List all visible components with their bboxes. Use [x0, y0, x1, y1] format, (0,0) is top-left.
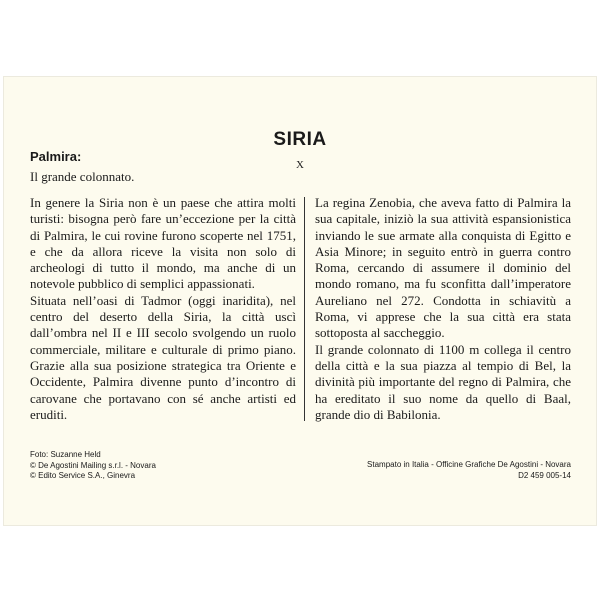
card-marker: X: [296, 159, 304, 171]
column-divider: [304, 197, 305, 421]
copyright-line: © Edito Service S.A., Ginevra: [30, 471, 136, 480]
info-card: [4, 77, 596, 525]
subject-heading: Palmira:: [30, 149, 82, 164]
paragraph: In genere la Siria non è un paese che attira molti turisti: bisogna però fare un’eccezione per la città di Palmira, le cui rovine furono scoperte nel 1751, e che da allora riceve la visita non solo di archeologi di tutto il mondo, ma anche di un notevole pubblico di semplici appassionati.: [30, 195, 296, 292]
copyright-line: © De Agostini Mailing s.r.l. - Novara: [30, 460, 156, 470]
left-column: [30, 195, 296, 423]
photo-credit: Foto: Suzanne Held: [30, 450, 101, 459]
subject-subtitle: Il grande colonnato.: [30, 169, 135, 184]
paragraph: La regina Zenobia, che aveva fatto di Palmira la sua capitale, iniziò la sua attività espansionistica inviando le sue armate alla conquista di Egitto e Asia Minore; in seguito entrò in guerra contro Roma, cercando di assumere il dominio del mondo romano, ma fu sconfitta dall’imperatore Aureliano nel 272. Condotta in schiavitù a Roma, vi apprese che la sua città era stata sottoposta al saccheggio.: [315, 195, 571, 341]
printer-line: Stampato in Italia - Officine Grafiche De Agostini - Novara: [367, 460, 571, 469]
paragraph: Situata nell’oasi di Tadmor (oggi inaridita), nel centro del deserto della Siria, la città uscì dall’ombra nel II e III secolo svolgendo un ruolo commerciale, militare e culturale di primo piano. Grazie alla sua posizione strategica tra Oriente e Occidente, Palmira divenne punto d’incontro di carovane che portavano con sé anche artisti ed eruditi.: [30, 292, 296, 422]
paragraph: Il grande colonnato di 1100 m collega il centro della città e la sua piazza al tempio di Bel, la divinità più importante del regno di Palmira, che ha ereditato il suo nome da quello di Baal, grande dio di Babilonia.: [315, 341, 571, 422]
credits-block: [30, 450, 156, 482]
card-title: SIRIA: [273, 129, 327, 150]
printer-block: [346, 460, 571, 481]
right-column: [315, 195, 571, 423]
product-code: D2 459 005-14: [518, 470, 571, 480]
